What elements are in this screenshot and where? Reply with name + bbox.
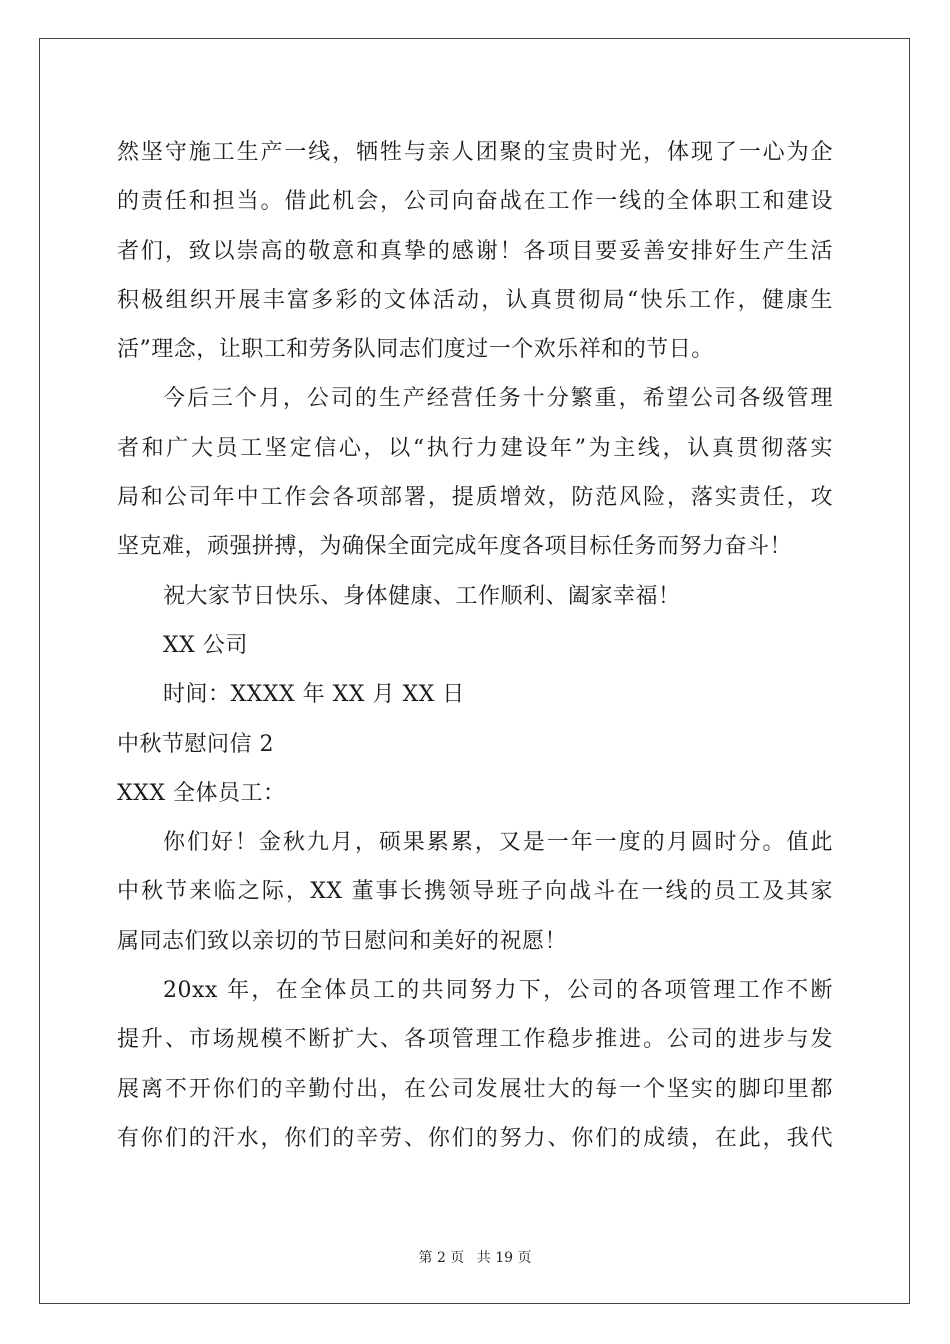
body-line: 的责任和担当。借此机会，公司向奋战在工作一线的全体职工和建设: [117, 189, 833, 215]
body-line: 提升、市场规模不断扩大、各项管理工作稳步推进。公司的进步与发: [117, 1027, 833, 1053]
body-line: 局和公司年中工作会各项部署，提质增效，防范风险，落实责任，攻: [117, 485, 833, 511]
paragraph-first-line: 今后三个月，公司的生产经营任务十分繁重，希望公司各级管理: [163, 386, 833, 412]
paragraph-first-line: 20xx 年，在全体员工的共同努力下，公司的各项管理工作不断: [163, 978, 833, 1004]
body-line: 者和广大员工坚定信心，以“执行力建设年”为主线，认真贯彻落实: [117, 435, 833, 461]
body-line: 展离不开你们的辛勤付出，在公司发展壮大的每一个坚实的脚印里都: [117, 1076, 833, 1102]
letter-title: 中秋节慰问信 2: [117, 731, 274, 757]
body-line: 积极组织开展丰富多彩的文体活动，认真贯彻局“快乐工作，健康生: [117, 287, 833, 313]
page-number: 第 2 页: [418, 1250, 465, 1266]
body-line: 有你们的汗水，你们的辛劳、你们的努力、你们的成绩，在此，我代: [117, 1125, 833, 1151]
signature-company: XX 公司: [163, 632, 248, 658]
paragraph-first-line: 你们好！金秋九月，硕果累累，又是一年一度的月圆时分。值此: [163, 830, 833, 856]
body-line: 然坚守施工生产一线，牺牲与亲人团聚的宝贵时光，体现了一心为企: [117, 140, 833, 165]
closing-wishes: 祝大家节日快乐、身体健康、工作顺利、阖家幸福！: [163, 583, 681, 609]
page-footer: [0, 1247, 950, 1267]
signature-date: 时间：XXXX 年 XX 月 XX 日: [163, 682, 465, 708]
salutation: XXX 全体员工：: [117, 780, 286, 806]
body-line: 活”理念，让职工和劳务队同志们度过一个欢乐祥和的节日。: [117, 337, 714, 363]
document-body: [117, 128, 833, 1163]
body-line: 中秋节来临之际，XX 董事长携领导班子向战斗在一线的员工及其家: [117, 879, 833, 905]
body-line: 属同志们致以亲切的节日慰问和美好的祝愿！: [117, 928, 568, 954]
page-total: 共 19 页: [476, 1250, 532, 1266]
body-line: 者们，致以崇高的敬意和真挚的感谢！各项目要妥善安排好生产生活: [117, 238, 833, 264]
body-line: 坚克难，顽强拼搏，为确保全面完成年度各项目标任务而努力奋斗！: [117, 534, 793, 560]
